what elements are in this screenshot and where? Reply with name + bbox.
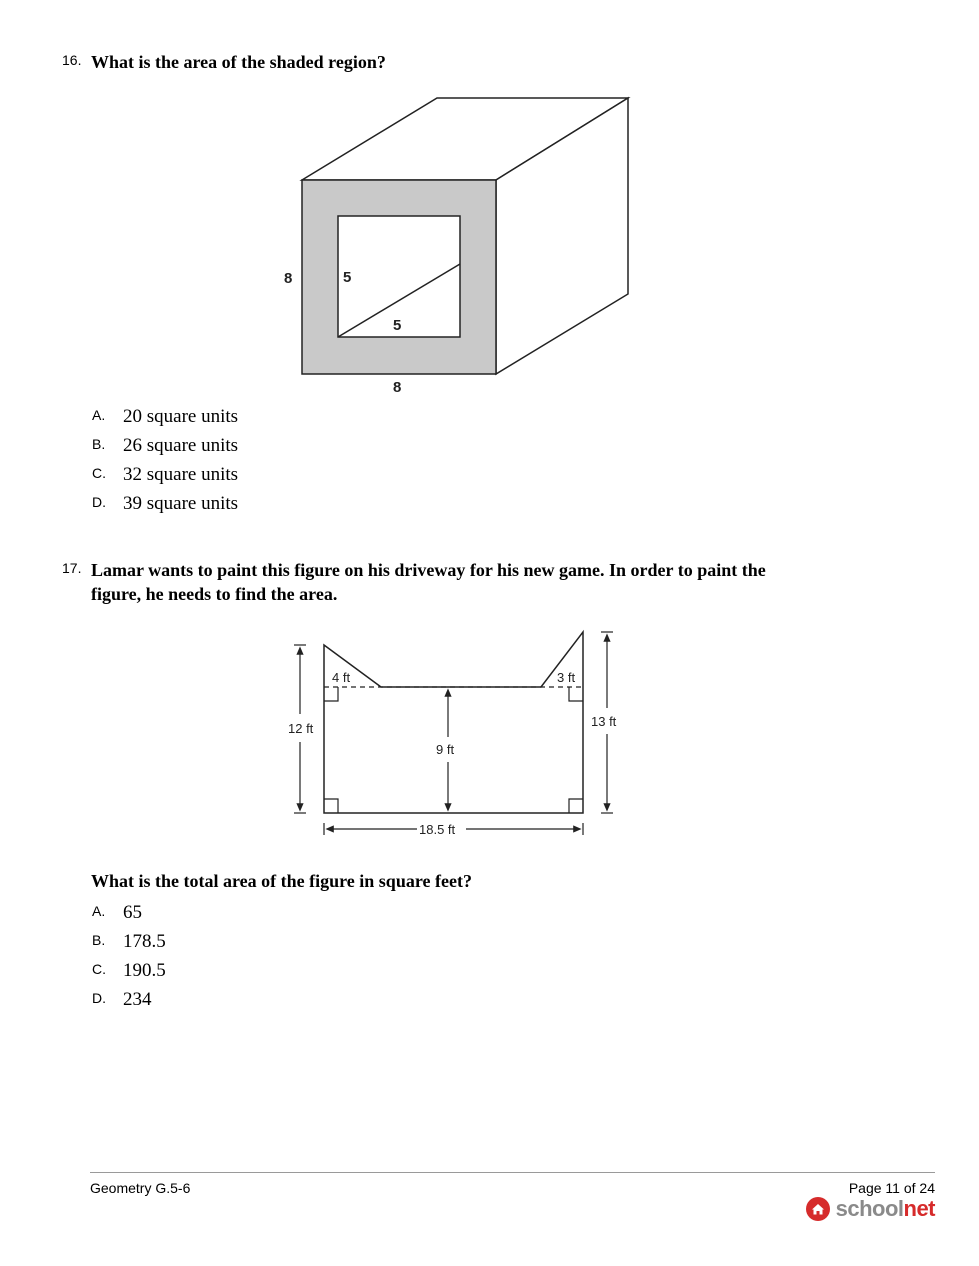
question-17-prompt-line2: figure, he needs to find the area. xyxy=(91,584,338,604)
option-text[interactable]: 20 square units xyxy=(123,406,239,427)
question-17-figure xyxy=(280,620,640,850)
right-triangle-label: 3 ft xyxy=(557,670,576,685)
schoolnet-logo xyxy=(806,1194,935,1224)
option-text[interactable]: 234 xyxy=(123,989,152,1010)
option-letter: D. xyxy=(92,494,106,510)
outer-bottom-label: 8 xyxy=(393,379,402,396)
left-triangle-label: 4 ft xyxy=(332,670,351,685)
outer-left-label: 8 xyxy=(284,270,293,287)
option-letter: A. xyxy=(92,407,106,423)
option-letter: B. xyxy=(92,436,106,452)
option-text[interactable]: 26 square units xyxy=(123,435,239,456)
option-text[interactable]: 178.5 xyxy=(123,931,166,952)
question-16-figure xyxy=(270,90,650,400)
question-17-question: What is the total area of the figure in square feet? xyxy=(91,871,472,891)
figure-outline xyxy=(324,632,583,813)
question-17-prompt-line1: Lamar wants to paint this figure on his driveway for his new game. In order to paint the xyxy=(91,560,766,580)
logo-part-school: school xyxy=(835,1196,904,1221)
rect-height-label: 9 ft xyxy=(436,742,455,757)
left-height-label: 12 ft xyxy=(288,721,314,736)
option-text[interactable]: 190.5 xyxy=(123,960,166,981)
option-letter: B. xyxy=(92,932,106,948)
logo-part-net: net xyxy=(903,1196,935,1221)
question-16-number: 16. xyxy=(62,52,82,68)
bottom-width-label: 18.5 ft xyxy=(419,822,456,837)
footer-divider xyxy=(90,1172,935,1173)
option-text[interactable]: 65 xyxy=(123,902,142,923)
question-16-prompt: What is the area of the shaded region? xyxy=(91,52,386,72)
inner-bottom-label: 5 xyxy=(393,317,402,334)
option-letter: D. xyxy=(92,990,106,1006)
house-icon xyxy=(806,1197,830,1221)
option-text[interactable]: 39 square units xyxy=(123,493,239,514)
footer-page-number: Page 11 of 24 xyxy=(848,1180,935,1196)
option-letter: C. xyxy=(92,465,106,481)
option-letter: A. xyxy=(92,903,106,919)
right-height-label: 13 ft xyxy=(591,714,617,729)
logo-wordmark xyxy=(836,1196,935,1222)
footer-course-title: Geometry G.5-6 xyxy=(90,1180,191,1196)
option-text[interactable]: 32 square units xyxy=(123,464,239,485)
option-letter: C. xyxy=(92,961,106,977)
inner-left-label: 5 xyxy=(343,269,352,286)
question-17-number: 17. xyxy=(62,560,82,576)
